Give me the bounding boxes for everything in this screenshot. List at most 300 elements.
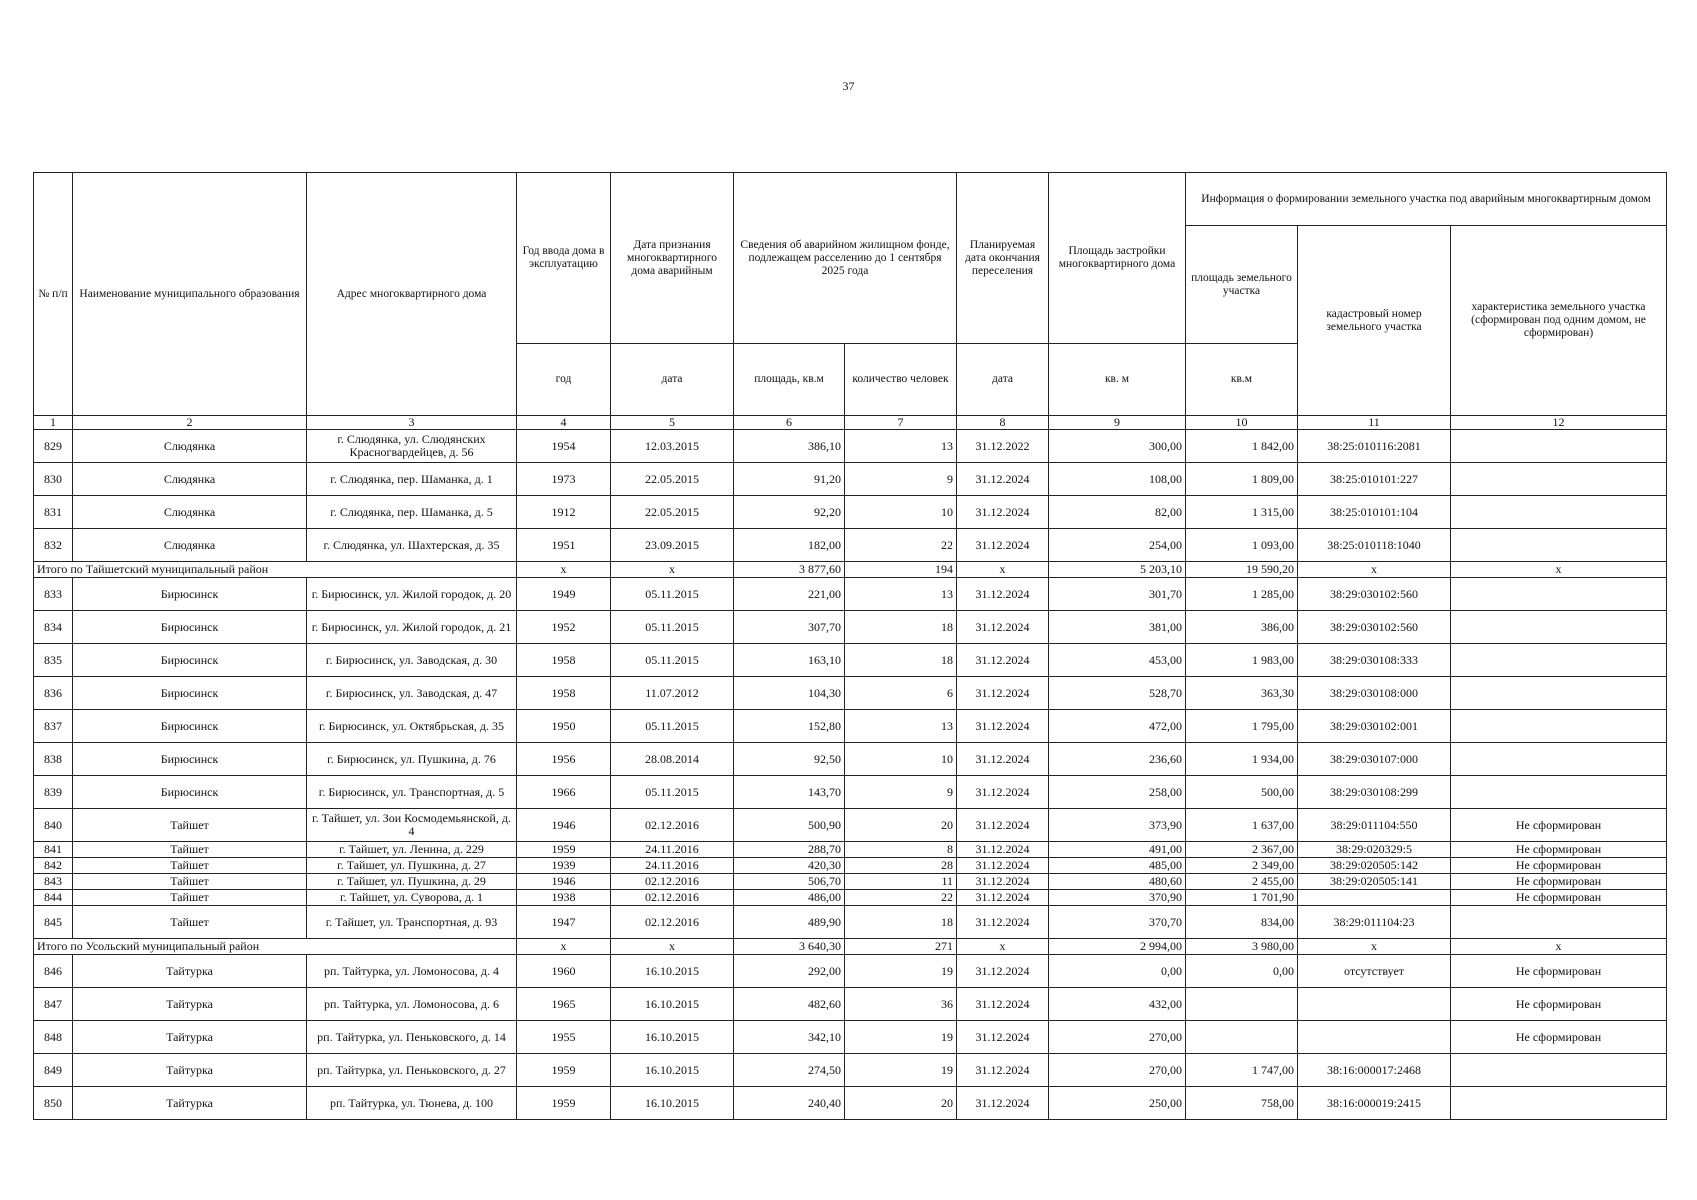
cell-number: 842 bbox=[34, 858, 73, 874]
cell-address: г. Тайшет, ул. Суворова, д. 1 bbox=[307, 890, 517, 906]
cell-date: 02.12.2016 bbox=[611, 874, 734, 890]
cell-year: 1938 bbox=[517, 890, 611, 906]
cell-land-char bbox=[1451, 1054, 1667, 1087]
cell-people: 10 bbox=[845, 743, 957, 776]
subtotal-row bbox=[34, 939, 1667, 955]
cell-land-area: 2 367,00 bbox=[1186, 842, 1298, 858]
cell-people: 6 bbox=[845, 677, 957, 710]
cell-year: 1947 bbox=[517, 906, 611, 939]
cell-address: рп. Тайтурка, ул. Тюнева, д. 100 bbox=[307, 1087, 517, 1120]
cell-land-char: Не сформирован bbox=[1451, 890, 1667, 906]
table-row bbox=[34, 842, 1667, 858]
cell-number: 835 bbox=[34, 644, 73, 677]
table-row bbox=[34, 611, 1667, 644]
cell-end-date: 31.12.2024 bbox=[957, 1054, 1049, 1087]
header-fund-info: Сведения об аварийном жилищном фонде, подлежащем расселению до 1 сентября 2025 года bbox=[734, 173, 957, 344]
cell-land-char: Не сформирован bbox=[1451, 842, 1667, 858]
cell-cadastral: 38:25:010101:227 bbox=[1298, 463, 1451, 496]
subtotal-row bbox=[34, 562, 1667, 578]
cell-municipality: Слюдянка bbox=[73, 430, 307, 463]
cell-address: г. Бирюсинск, ул. Транспортная, д. 5 bbox=[307, 776, 517, 809]
table-row bbox=[34, 677, 1667, 710]
cell-people: 22 bbox=[845, 890, 957, 906]
header-planned-end: Планируемая дата окончания переселения bbox=[957, 173, 1049, 344]
cell-end-date: 31.12.2024 bbox=[957, 578, 1049, 611]
col-number: 3 bbox=[307, 416, 517, 430]
cell-municipality: Тайтурка bbox=[73, 1087, 307, 1120]
cell-address: г. Слюдянка, пер. Шаманка, д. 1 bbox=[307, 463, 517, 496]
cell-date: 16.10.2015 bbox=[611, 1021, 734, 1054]
cell-address: г. Бирюсинск, ул. Заводская, д. 47 bbox=[307, 677, 517, 710]
header-land-char: характеристика земельного участка (сформирован под одним домом, не сформирован) bbox=[1451, 226, 1667, 416]
cell-end-date: 31.12.2024 bbox=[957, 874, 1049, 890]
cell-cadastral: 38:29:030108:000 bbox=[1298, 677, 1451, 710]
cell-area: 489,90 bbox=[734, 906, 845, 939]
cell-cadastral: 38:29:030102:560 bbox=[1298, 611, 1451, 644]
cell-date: 02.12.2016 bbox=[611, 809, 734, 842]
cell-address: г. Тайшет, ул. Пушкина, д. 27 bbox=[307, 858, 517, 874]
cell-people: 22 bbox=[845, 529, 957, 562]
cell-date: 22.05.2015 bbox=[611, 463, 734, 496]
unit-date: дата bbox=[611, 344, 734, 416]
cell-year: 1956 bbox=[517, 743, 611, 776]
cell-building-area: 270,00 bbox=[1049, 1054, 1186, 1087]
cell-address: г. Слюдянка, пер. Шаманка, д. 5 bbox=[307, 496, 517, 529]
table-row bbox=[34, 710, 1667, 743]
cell-area: 288,70 bbox=[734, 842, 845, 858]
cell-address: г. Бирюсинск, ул. Октябрьская, д. 35 bbox=[307, 710, 517, 743]
cell-people: 18 bbox=[845, 644, 957, 677]
cell-end-date: 31.12.2024 bbox=[957, 710, 1049, 743]
cell-cadastral: x bbox=[1298, 562, 1451, 578]
cell-land-char bbox=[1451, 1087, 1667, 1120]
col-number: 12 bbox=[1451, 416, 1667, 430]
cell-building-area: 381,00 bbox=[1049, 611, 1186, 644]
table-row bbox=[34, 1087, 1667, 1120]
cell-municipality: Тайтурка bbox=[73, 1021, 307, 1054]
cell-end-date: 31.12.2024 bbox=[957, 644, 1049, 677]
col-number: 11 bbox=[1298, 416, 1451, 430]
cell-land-area: 834,00 bbox=[1186, 906, 1298, 939]
col-number: 1 bbox=[34, 416, 73, 430]
header-municipality: Наименование муниципального образования bbox=[73, 173, 307, 416]
cell-building-area: 480,60 bbox=[1049, 874, 1186, 890]
cell-year: 1949 bbox=[517, 578, 611, 611]
cell-address: рп. Тайтурка, ул. Ломоносова, д. 4 bbox=[307, 955, 517, 988]
cell-people: 19 bbox=[845, 1021, 957, 1054]
cell-municipality: Тайтурка bbox=[73, 1054, 307, 1087]
cell-building-area: 370,90 bbox=[1049, 890, 1186, 906]
cell-area: 500,90 bbox=[734, 809, 845, 842]
cell-municipality: Бирюсинск bbox=[73, 710, 307, 743]
cell-area: 221,00 bbox=[734, 578, 845, 611]
cell-end-date: 31.12.2024 bbox=[957, 858, 1049, 874]
cell-end-date: 31.12.2024 bbox=[957, 1021, 1049, 1054]
cell-end-date: 31.12.2024 bbox=[957, 743, 1049, 776]
cell-land-char: Не сформирован bbox=[1451, 874, 1667, 890]
table-row bbox=[34, 578, 1667, 611]
cell-people: 18 bbox=[845, 906, 957, 939]
cell-land-area: 1 795,00 bbox=[1186, 710, 1298, 743]
cell-municipality: Тайшет bbox=[73, 809, 307, 842]
cell-number: 834 bbox=[34, 611, 73, 644]
cell-people: 19 bbox=[845, 1054, 957, 1087]
cell-area: 292,00 bbox=[734, 955, 845, 988]
unit-date-end: дата bbox=[957, 344, 1049, 416]
cell-municipality: Бирюсинск bbox=[73, 677, 307, 710]
table-row bbox=[34, 644, 1667, 677]
cell-number: 830 bbox=[34, 463, 73, 496]
cell-land-char: Не сформирован bbox=[1451, 858, 1667, 874]
cell-building-area: 254,00 bbox=[1049, 529, 1186, 562]
cell-land-area: 1 637,00 bbox=[1186, 809, 1298, 842]
cell-number: 850 bbox=[34, 1087, 73, 1120]
cell-cadastral: 38:29:030102:560 bbox=[1298, 578, 1451, 611]
cell-area: 152,80 bbox=[734, 710, 845, 743]
cell-area: 307,70 bbox=[734, 611, 845, 644]
cell-area: 3 640,30 bbox=[734, 939, 845, 955]
cell-land-char bbox=[1451, 496, 1667, 529]
cell-land-char bbox=[1451, 776, 1667, 809]
cell-date: 12.03.2015 bbox=[611, 430, 734, 463]
cell-people: 18 bbox=[845, 611, 957, 644]
cell-date: 05.11.2015 bbox=[611, 776, 734, 809]
table-body bbox=[34, 430, 1667, 1120]
cell-land-area: 2 349,00 bbox=[1186, 858, 1298, 874]
table-row bbox=[34, 430, 1667, 463]
cell-end-date: 31.12.2024 bbox=[957, 988, 1049, 1021]
cell-municipality: Тайтурка bbox=[73, 955, 307, 988]
header-date-declared: Дата признания многоквартирного дома аварийным bbox=[611, 173, 734, 344]
cell-land-char bbox=[1451, 578, 1667, 611]
table-row bbox=[34, 776, 1667, 809]
cell-building-area: 485,00 bbox=[1049, 858, 1186, 874]
cell-number: 848 bbox=[34, 1021, 73, 1054]
cell-end-date: 31.12.2024 bbox=[957, 677, 1049, 710]
cell-people: 20 bbox=[845, 809, 957, 842]
cell-year: 1952 bbox=[517, 611, 611, 644]
cell-number: 847 bbox=[34, 988, 73, 1021]
cell-land-area: 1 315,00 bbox=[1186, 496, 1298, 529]
cell-municipality: Тайшет bbox=[73, 874, 307, 890]
cell-number: 840 bbox=[34, 809, 73, 842]
cell-building-area: 300,00 bbox=[1049, 430, 1186, 463]
header-cadastral: кадастровый номер земельного участка bbox=[1298, 226, 1451, 416]
cell-number: 849 bbox=[34, 1054, 73, 1087]
cell-year: x bbox=[517, 939, 611, 955]
cell-number: 829 bbox=[34, 430, 73, 463]
cell-municipality: Тайшет bbox=[73, 858, 307, 874]
cell-land-char: Не сформирован bbox=[1451, 988, 1667, 1021]
table-row bbox=[34, 743, 1667, 776]
cell-land-char: Не сформирован bbox=[1451, 1021, 1667, 1054]
cell-year: 1946 bbox=[517, 809, 611, 842]
cell-end-date: 31.12.2024 bbox=[957, 890, 1049, 906]
cell-building-area: 491,00 bbox=[1049, 842, 1186, 858]
cell-building-area: 258,00 bbox=[1049, 776, 1186, 809]
cell-building-area: 432,00 bbox=[1049, 988, 1186, 1021]
cell-address: г. Бирюсинск, ул. Жилой городок, д. 20 bbox=[307, 578, 517, 611]
cell-people: 194 bbox=[845, 562, 957, 578]
subtotal-label: Итого по Усольский муниципальный район bbox=[34, 939, 517, 955]
cell-municipality: Бирюсинск bbox=[73, 644, 307, 677]
cell-year: 1959 bbox=[517, 1054, 611, 1087]
header-building-area: Площадь застройки многоквартирного дома bbox=[1049, 173, 1186, 344]
cell-people: 271 bbox=[845, 939, 957, 955]
cell-year: 1950 bbox=[517, 710, 611, 743]
table-row bbox=[34, 988, 1667, 1021]
cell-address: г. Бирюсинск, ул. Жилой городок, д. 21 bbox=[307, 611, 517, 644]
cell-number: 837 bbox=[34, 710, 73, 743]
cell-area: 3 877,60 bbox=[734, 562, 845, 578]
cell-municipality: Тайтурка bbox=[73, 988, 307, 1021]
table-row bbox=[34, 874, 1667, 890]
cell-land-area: 2 455,00 bbox=[1186, 874, 1298, 890]
cell-number: 838 bbox=[34, 743, 73, 776]
subtotal-label: Итого по Тайшетский муниципальный район bbox=[34, 562, 517, 578]
cell-date: 05.11.2015 bbox=[611, 644, 734, 677]
cell-land-area: 1 934,00 bbox=[1186, 743, 1298, 776]
page-number: 37 bbox=[842, 79, 855, 93]
table-row bbox=[34, 1054, 1667, 1087]
cell-date: 16.10.2015 bbox=[611, 988, 734, 1021]
cell-people: 20 bbox=[845, 1087, 957, 1120]
col-number: 5 bbox=[611, 416, 734, 430]
cell-year: 1959 bbox=[517, 1087, 611, 1120]
cell-land-area: 0,00 bbox=[1186, 955, 1298, 988]
cell-date: 05.11.2015 bbox=[611, 710, 734, 743]
cell-address: рп. Тайтурка, ул. Пеньковского, д. 14 bbox=[307, 1021, 517, 1054]
cell-municipality: Бирюсинск bbox=[73, 611, 307, 644]
cell-number: 845 bbox=[34, 906, 73, 939]
cell-year: 1958 bbox=[517, 644, 611, 677]
cell-building-area: 5 203,10 bbox=[1049, 562, 1186, 578]
cell-cadastral: 38:16:000017:2468 bbox=[1298, 1054, 1451, 1087]
cell-date: 22.05.2015 bbox=[611, 496, 734, 529]
cell-cadastral: 38:29:011104:23 bbox=[1298, 906, 1451, 939]
cell-cadastral: x bbox=[1298, 939, 1451, 955]
col-number: 2 bbox=[73, 416, 307, 430]
col-number: 6 bbox=[734, 416, 845, 430]
cell-people: 9 bbox=[845, 463, 957, 496]
cell-land-char bbox=[1451, 677, 1667, 710]
cell-area: 420,30 bbox=[734, 858, 845, 874]
header-address: Адрес многоквартирного дома bbox=[307, 173, 517, 416]
cell-land-char bbox=[1451, 463, 1667, 496]
cell-year: 1973 bbox=[517, 463, 611, 496]
cell-date: 02.12.2016 bbox=[611, 890, 734, 906]
cell-land-char: Не сформирован bbox=[1451, 955, 1667, 988]
cell-land-char: x bbox=[1451, 939, 1667, 955]
cell-land-char bbox=[1451, 644, 1667, 677]
table-header bbox=[34, 173, 1667, 430]
cell-area: 486,00 bbox=[734, 890, 845, 906]
cell-year: 1958 bbox=[517, 677, 611, 710]
cell-municipality: Слюдянка bbox=[73, 496, 307, 529]
cell-municipality: Бирюсинск bbox=[73, 776, 307, 809]
cell-area: 104,30 bbox=[734, 677, 845, 710]
cell-people: 10 bbox=[845, 496, 957, 529]
unit-sqm: кв. м bbox=[1049, 344, 1186, 416]
cell-land-char: Не сформирован bbox=[1451, 809, 1667, 842]
cell-year: 1960 bbox=[517, 955, 611, 988]
cell-building-area: 250,00 bbox=[1049, 1087, 1186, 1120]
cell-people: 13 bbox=[845, 578, 957, 611]
cell-cadastral: 38:29:020329:5 bbox=[1298, 842, 1451, 858]
cell-address: г. Бирюсинск, ул. Заводская, д. 30 bbox=[307, 644, 517, 677]
column-number-row bbox=[34, 416, 1667, 430]
cell-municipality: Тайшет bbox=[73, 842, 307, 858]
cell-cadastral bbox=[1298, 1021, 1451, 1054]
cell-land-area: 1 093,00 bbox=[1186, 529, 1298, 562]
cell-address: рп. Тайтурка, ул. Пеньковского, д. 27 bbox=[307, 1054, 517, 1087]
cell-cadastral: 38:29:030108:299 bbox=[1298, 776, 1451, 809]
cell-end-date: 31.12.2024 bbox=[957, 955, 1049, 988]
cell-cadastral: 38:29:030102:001 bbox=[1298, 710, 1451, 743]
cell-number: 846 bbox=[34, 955, 73, 988]
cell-year: 1939 bbox=[517, 858, 611, 874]
cell-building-area: 373,90 bbox=[1049, 809, 1186, 842]
table-row bbox=[34, 890, 1667, 906]
cell-address: рп. Тайтурка, ул. Ломоносова, д. 6 bbox=[307, 988, 517, 1021]
cell-address: г. Бирюсинск, ул. Пушкина, д. 76 bbox=[307, 743, 517, 776]
cell-area: 182,00 bbox=[734, 529, 845, 562]
cell-cadastral: 38:25:010116:2081 bbox=[1298, 430, 1451, 463]
cell-area: 386,10 bbox=[734, 430, 845, 463]
cell-cadastral: 38:25:010101:104 bbox=[1298, 496, 1451, 529]
cell-people: 13 bbox=[845, 430, 957, 463]
cell-end-date: x bbox=[957, 939, 1049, 955]
cell-people: 36 bbox=[845, 988, 957, 1021]
cell-date: 11.07.2012 bbox=[611, 677, 734, 710]
cell-cadastral: отсутствует bbox=[1298, 955, 1451, 988]
cell-land-char: x bbox=[1451, 562, 1667, 578]
col-number: 4 bbox=[517, 416, 611, 430]
unit-year: год bbox=[517, 344, 611, 416]
cell-area: 506,70 bbox=[734, 874, 845, 890]
cell-address: г. Тайшет, ул. Ленина, д. 229 bbox=[307, 842, 517, 858]
cell-land-char bbox=[1451, 906, 1667, 939]
cell-building-area: 270,00 bbox=[1049, 1021, 1186, 1054]
cell-land-area: 1 701,90 bbox=[1186, 890, 1298, 906]
cell-end-date: 31.12.2022 bbox=[957, 430, 1049, 463]
cell-date: 23.09.2015 bbox=[611, 529, 734, 562]
cell-building-area: 453,00 bbox=[1049, 644, 1186, 677]
cell-building-area: 0,00 bbox=[1049, 955, 1186, 988]
cell-land-area: 1 747,00 bbox=[1186, 1054, 1298, 1087]
cell-year: 1965 bbox=[517, 988, 611, 1021]
cell-end-date: 31.12.2024 bbox=[957, 496, 1049, 529]
cell-cadastral bbox=[1298, 988, 1451, 1021]
header-year-built: Год ввода дома в эксплуатацию bbox=[517, 173, 611, 344]
cell-municipality: Тайшет bbox=[73, 906, 307, 939]
table-row bbox=[34, 1021, 1667, 1054]
header-num: № п/п bbox=[34, 173, 73, 416]
cell-end-date: 31.12.2024 bbox=[957, 1087, 1049, 1120]
cell-people: 9 bbox=[845, 776, 957, 809]
cell-cadastral: 38:25:010118:1040 bbox=[1298, 529, 1451, 562]
header-land-area: площадь земельного участка bbox=[1186, 226, 1298, 344]
cell-date: 05.11.2015 bbox=[611, 578, 734, 611]
cell-address: г. Слюдянка, ул. Слюдянских Красногвардейцев, д. 56 bbox=[307, 430, 517, 463]
cell-building-area: 528,70 bbox=[1049, 677, 1186, 710]
cell-area: 92,20 bbox=[734, 496, 845, 529]
cell-building-area: 108,00 bbox=[1049, 463, 1186, 496]
table-row bbox=[34, 809, 1667, 842]
cell-area: 482,60 bbox=[734, 988, 845, 1021]
col-number: 9 bbox=[1049, 416, 1186, 430]
cell-number: 833 bbox=[34, 578, 73, 611]
table-row bbox=[34, 529, 1667, 562]
cell-address: г. Тайшет, ул. Транспортная, д. 93 bbox=[307, 906, 517, 939]
cell-date: 24.11.2016 bbox=[611, 842, 734, 858]
col-number: 7 bbox=[845, 416, 957, 430]
header-land-info: Информация о формировании земельного участка под аварийным многоквартирным домом bbox=[1186, 173, 1667, 226]
cell-number: 844 bbox=[34, 890, 73, 906]
cell-year: 1959 bbox=[517, 842, 611, 858]
cell-people: 28 bbox=[845, 858, 957, 874]
cell-address: г. Тайшет, ул. Пушкина, д. 29 bbox=[307, 874, 517, 890]
cell-number: 843 bbox=[34, 874, 73, 890]
cell-building-area: 2 994,00 bbox=[1049, 939, 1186, 955]
cell-year: 1955 bbox=[517, 1021, 611, 1054]
cell-date: x bbox=[611, 939, 734, 955]
cell-end-date: 31.12.2024 bbox=[957, 529, 1049, 562]
cell-year: 1912 bbox=[517, 496, 611, 529]
cell-land-char bbox=[1451, 743, 1667, 776]
cell-municipality: Слюдянка bbox=[73, 529, 307, 562]
cell-end-date: 31.12.2024 bbox=[957, 463, 1049, 496]
cell-area: 91,20 bbox=[734, 463, 845, 496]
cell-cadastral bbox=[1298, 890, 1451, 906]
unit-area: площадь, кв.м bbox=[734, 344, 845, 416]
cell-end-date: 31.12.2024 bbox=[957, 906, 1049, 939]
cell-land-area: 19 590,20 bbox=[1186, 562, 1298, 578]
emergency-housing-table bbox=[33, 172, 1667, 1120]
cell-building-area: 301,70 bbox=[1049, 578, 1186, 611]
cell-building-area: 236,60 bbox=[1049, 743, 1186, 776]
cell-year: 1946 bbox=[517, 874, 611, 890]
cell-date: x bbox=[611, 562, 734, 578]
cell-year: 1966 bbox=[517, 776, 611, 809]
cell-number: 841 bbox=[34, 842, 73, 858]
cell-date: 16.10.2015 bbox=[611, 1087, 734, 1120]
cell-people: 11 bbox=[845, 874, 957, 890]
table-row bbox=[34, 858, 1667, 874]
cell-number: 839 bbox=[34, 776, 73, 809]
table-row bbox=[34, 955, 1667, 988]
cell-cadastral: 38:29:030108:333 bbox=[1298, 644, 1451, 677]
cell-area: 274,50 bbox=[734, 1054, 845, 1087]
cell-cadastral: 38:29:030107:000 bbox=[1298, 743, 1451, 776]
cell-land-char bbox=[1451, 710, 1667, 743]
cell-area: 240,40 bbox=[734, 1087, 845, 1120]
cell-year: 1954 bbox=[517, 430, 611, 463]
cell-land-area: 386,00 bbox=[1186, 611, 1298, 644]
cell-area: 163,10 bbox=[734, 644, 845, 677]
unit-people: количество человек bbox=[845, 344, 957, 416]
cell-number: 831 bbox=[34, 496, 73, 529]
cell-people: 13 bbox=[845, 710, 957, 743]
cell-building-area: 370,70 bbox=[1049, 906, 1186, 939]
table-row bbox=[34, 906, 1667, 939]
cell-land-char bbox=[1451, 430, 1667, 463]
cell-address: г. Тайшет, ул. Зои Космодемьянской, д. 4 bbox=[307, 809, 517, 842]
cell-date: 16.10.2015 bbox=[611, 955, 734, 988]
cell-people: 8 bbox=[845, 842, 957, 858]
cell-year: 1951 bbox=[517, 529, 611, 562]
cell-building-area: 82,00 bbox=[1049, 496, 1186, 529]
